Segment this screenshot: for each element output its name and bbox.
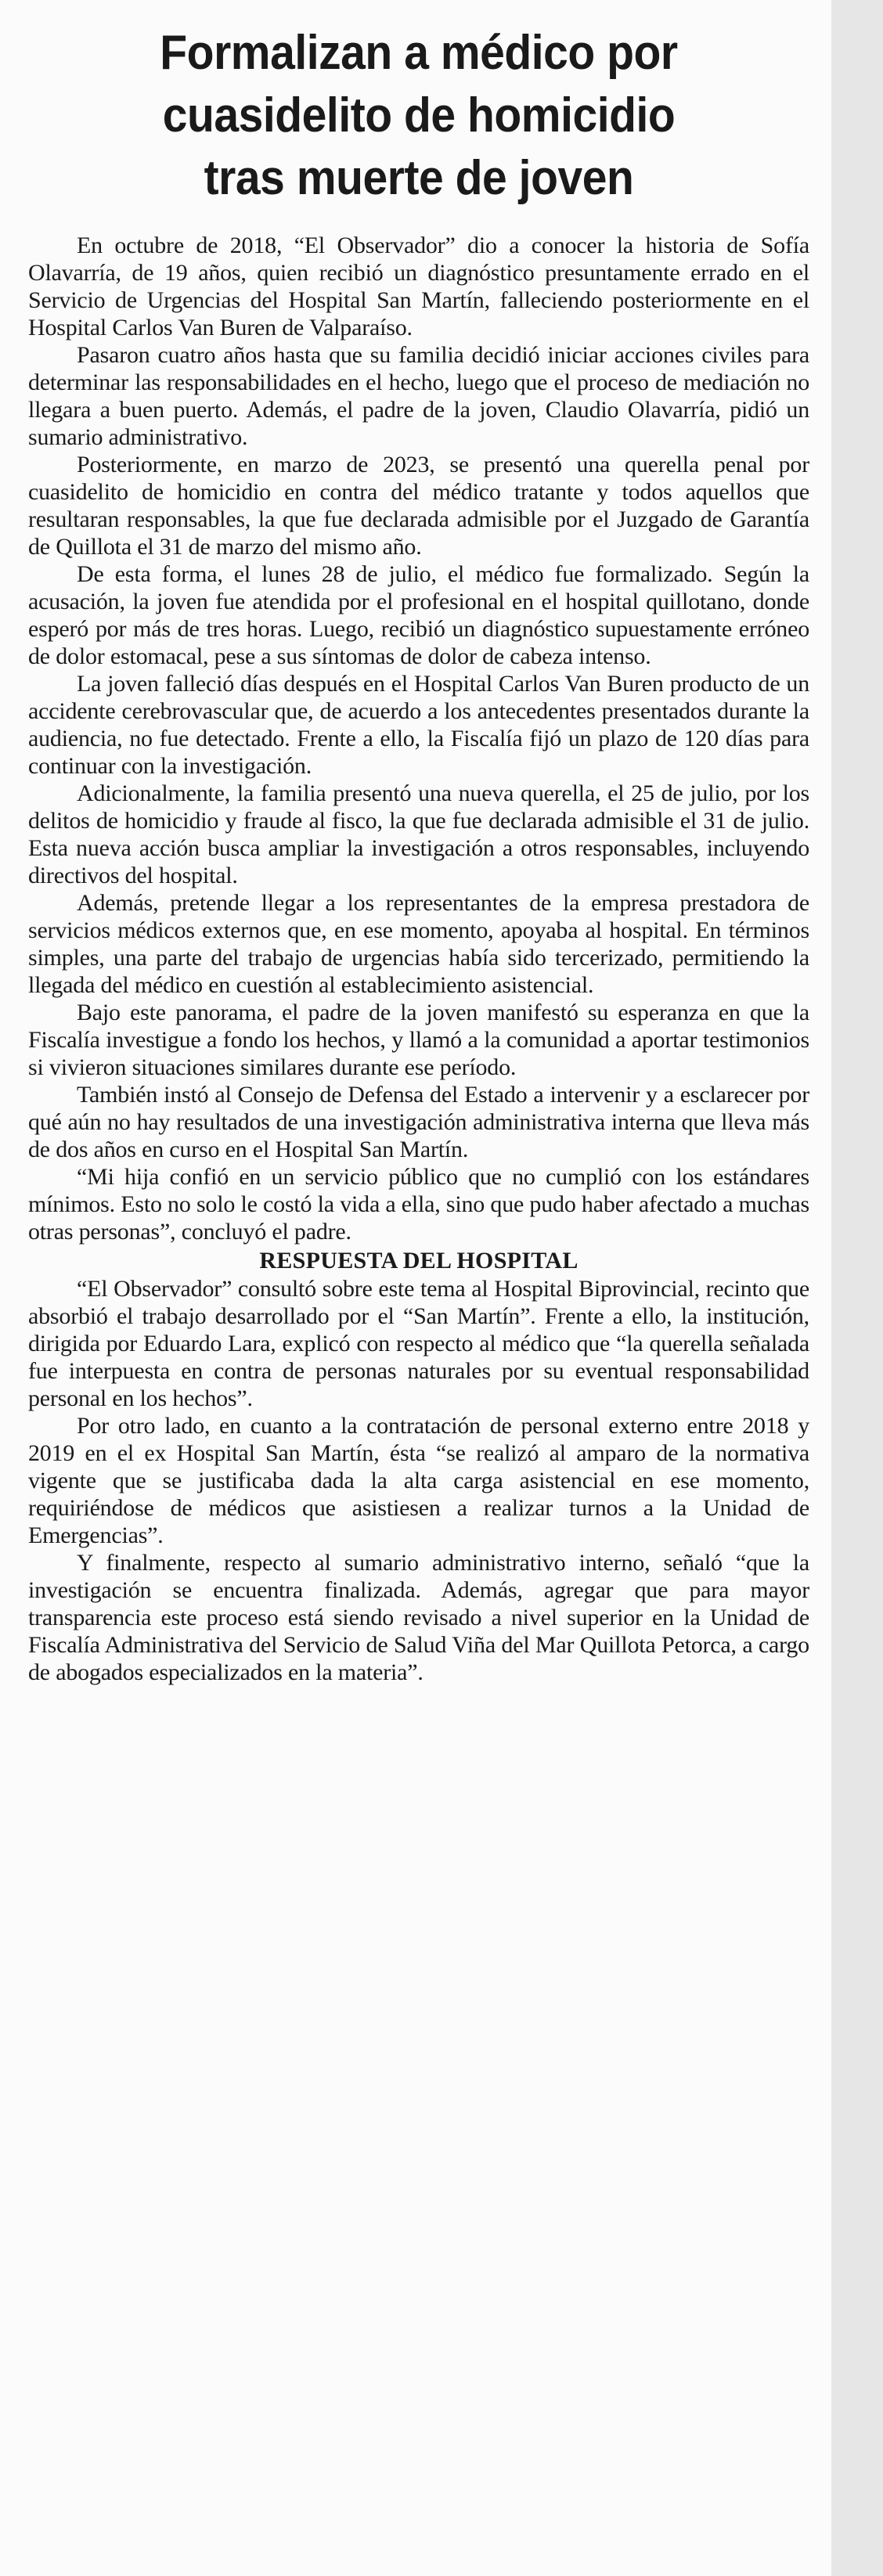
paragraph-2: Pasaron cuatro años hasta que su familia decidió iniciar acciones civiles para determinar las responsabilidades en el hecho, luego que el proceso de mediación no llegara a buen puerto. Además, el padre de la joven, Claudio Olavarría, pidió un sumario administrativo. <box>28 342 809 450</box>
article-column <box>28 22 809 1686</box>
section-subhead: RESPUESTA DEL HOSPITAL <box>259 1248 578 1274</box>
paragraph-6: Adicionalmente, la familia presentó una nueva querella, el 25 de julio, por los delitos de homicidio y fraude al fisco, la que fue declarada admisible el 31 de julio. Esta nueva acción busca ampliar la investigación a otros responsables, incluyendo directivos del hospital. <box>28 780 809 888</box>
headline-line-2: cuasidelito de homicidio <box>162 88 676 142</box>
page-margin-strip <box>831 0 883 2576</box>
paragraph-7: Además, pretende llegar a los representantes de la empresa prestadora de servicios médicos externos que, en ese momento, apoyaba al hospital. En términos simples, una parte del trabajo de urgencias había sido tercerizado, permitiendo la llegada del médico en cuestión al establecimiento asistencial. <box>28 890 809 998</box>
headline <box>59 22 778 210</box>
paragraph-4: De esta forma, el lunes 28 de julio, el médico fue formalizado. Según la acusación, la joven fue atendida por el profesional en el hospital quillotano, donde esperó por más de tres horas. Luego, recibió un diagnóstico supuestamente erróneo de dolor estomacal, pese a sus síntomas de dolor de cabeza intenso. <box>28 561 809 669</box>
paragraph-9: También instó al Consejo de Defensa del Estado a intervenir y a esclarecer por qué aún no hay resultados de una investigación administrativa interna que lleva más de dos años en curso en el Hospital San Martín. <box>28 1082 809 1162</box>
paragraph-10: “Mi hija confió en un servicio público que no cumplió con los estándares mínimos. Esto no solo le costó la vida a ella, sino que pudo haber afectado a muchas otras personas”, concluyó el padre. <box>28 1164 809 1245</box>
paragraph-11: “El Observador” consultó sobre este tema al Hospital Biprovincial, recinto que absorbió el trabajo desarrollado por el “San Martín”. Frente a ello, la institución, dirigida por Eduardo Lara, explicó con respecto al médico que “la querella señalada fue interpuesta en contra de personas naturales por su eventual responsabilidad personal en los hechos”. <box>28 1276 809 1411</box>
paragraph-13: Y finalmente, respecto al sumario administrativo interno, señaló “que la investigación se encuentra finalizada. Además, agregar que para mayor transparencia este proceso está siendo revisado a nivel superior en la Unidad de Fiscalía Administrativa del Servicio de Salud Viña del Mar Quillota Petorca, a cargo de abogados especializados en la materia”. <box>28 1550 809 1685</box>
paragraph-12: Por otro lado, en cuanto a la contratación de personal externo entre 2018 y 2019 en el ex Hospital San Martín, ésta “se realizó al amparo de la normativa vigente que se justificaba dada la alta carga asistencial en ese momento, requiriéndose de médicos que asistiesen a realizar turnos a la Unidad de Emergencias”. <box>28 1413 809 1548</box>
headline-line-3: tras muerte de joven <box>204 151 634 205</box>
paragraph-8: Bajo este panorama, el padre de la joven manifestó su esperanza en que la Fiscalía investigue a fondo los hechos, y llamó a la comunidad a aportar testimonios si vivieron situaciones similares durante ese período. <box>28 1000 809 1080</box>
article-body <box>28 232 809 1686</box>
paragraph-5: La joven falleció días después en el Hospital Carlos Van Buren producto de un accidente cerebrovascular que, de acuerdo a los antecedentes presentados durante la audiencia, no fue detectado. Frente a ello, la Fiscalía fijó un plazo de 120 días para continuar con la investigación. <box>28 671 809 779</box>
headline-line-1: Formalizan a médico por <box>160 26 678 80</box>
paragraph-3: Posteriormente, en marzo de 2023, se presentó una querella penal por cuasidelito de homicidio en contra del médico tratante y todos aquellos que resultaran responsables, la que fue declarada admisible por el Juzgado de Garantía de Quillota el 31 de marzo del mismo año. <box>28 452 809 560</box>
paragraph-1: En octubre de 2018, “El Observador” dio a conocer la historia de Sofía Olavarría, de 19 años, quien recibió un diagnóstico presuntamente errado en el Servicio de Urgencias del Hospital San Martín, falleciendo posteriormente en el Hospital Carlos Van Buren de Valparaíso. <box>28 232 809 340</box>
